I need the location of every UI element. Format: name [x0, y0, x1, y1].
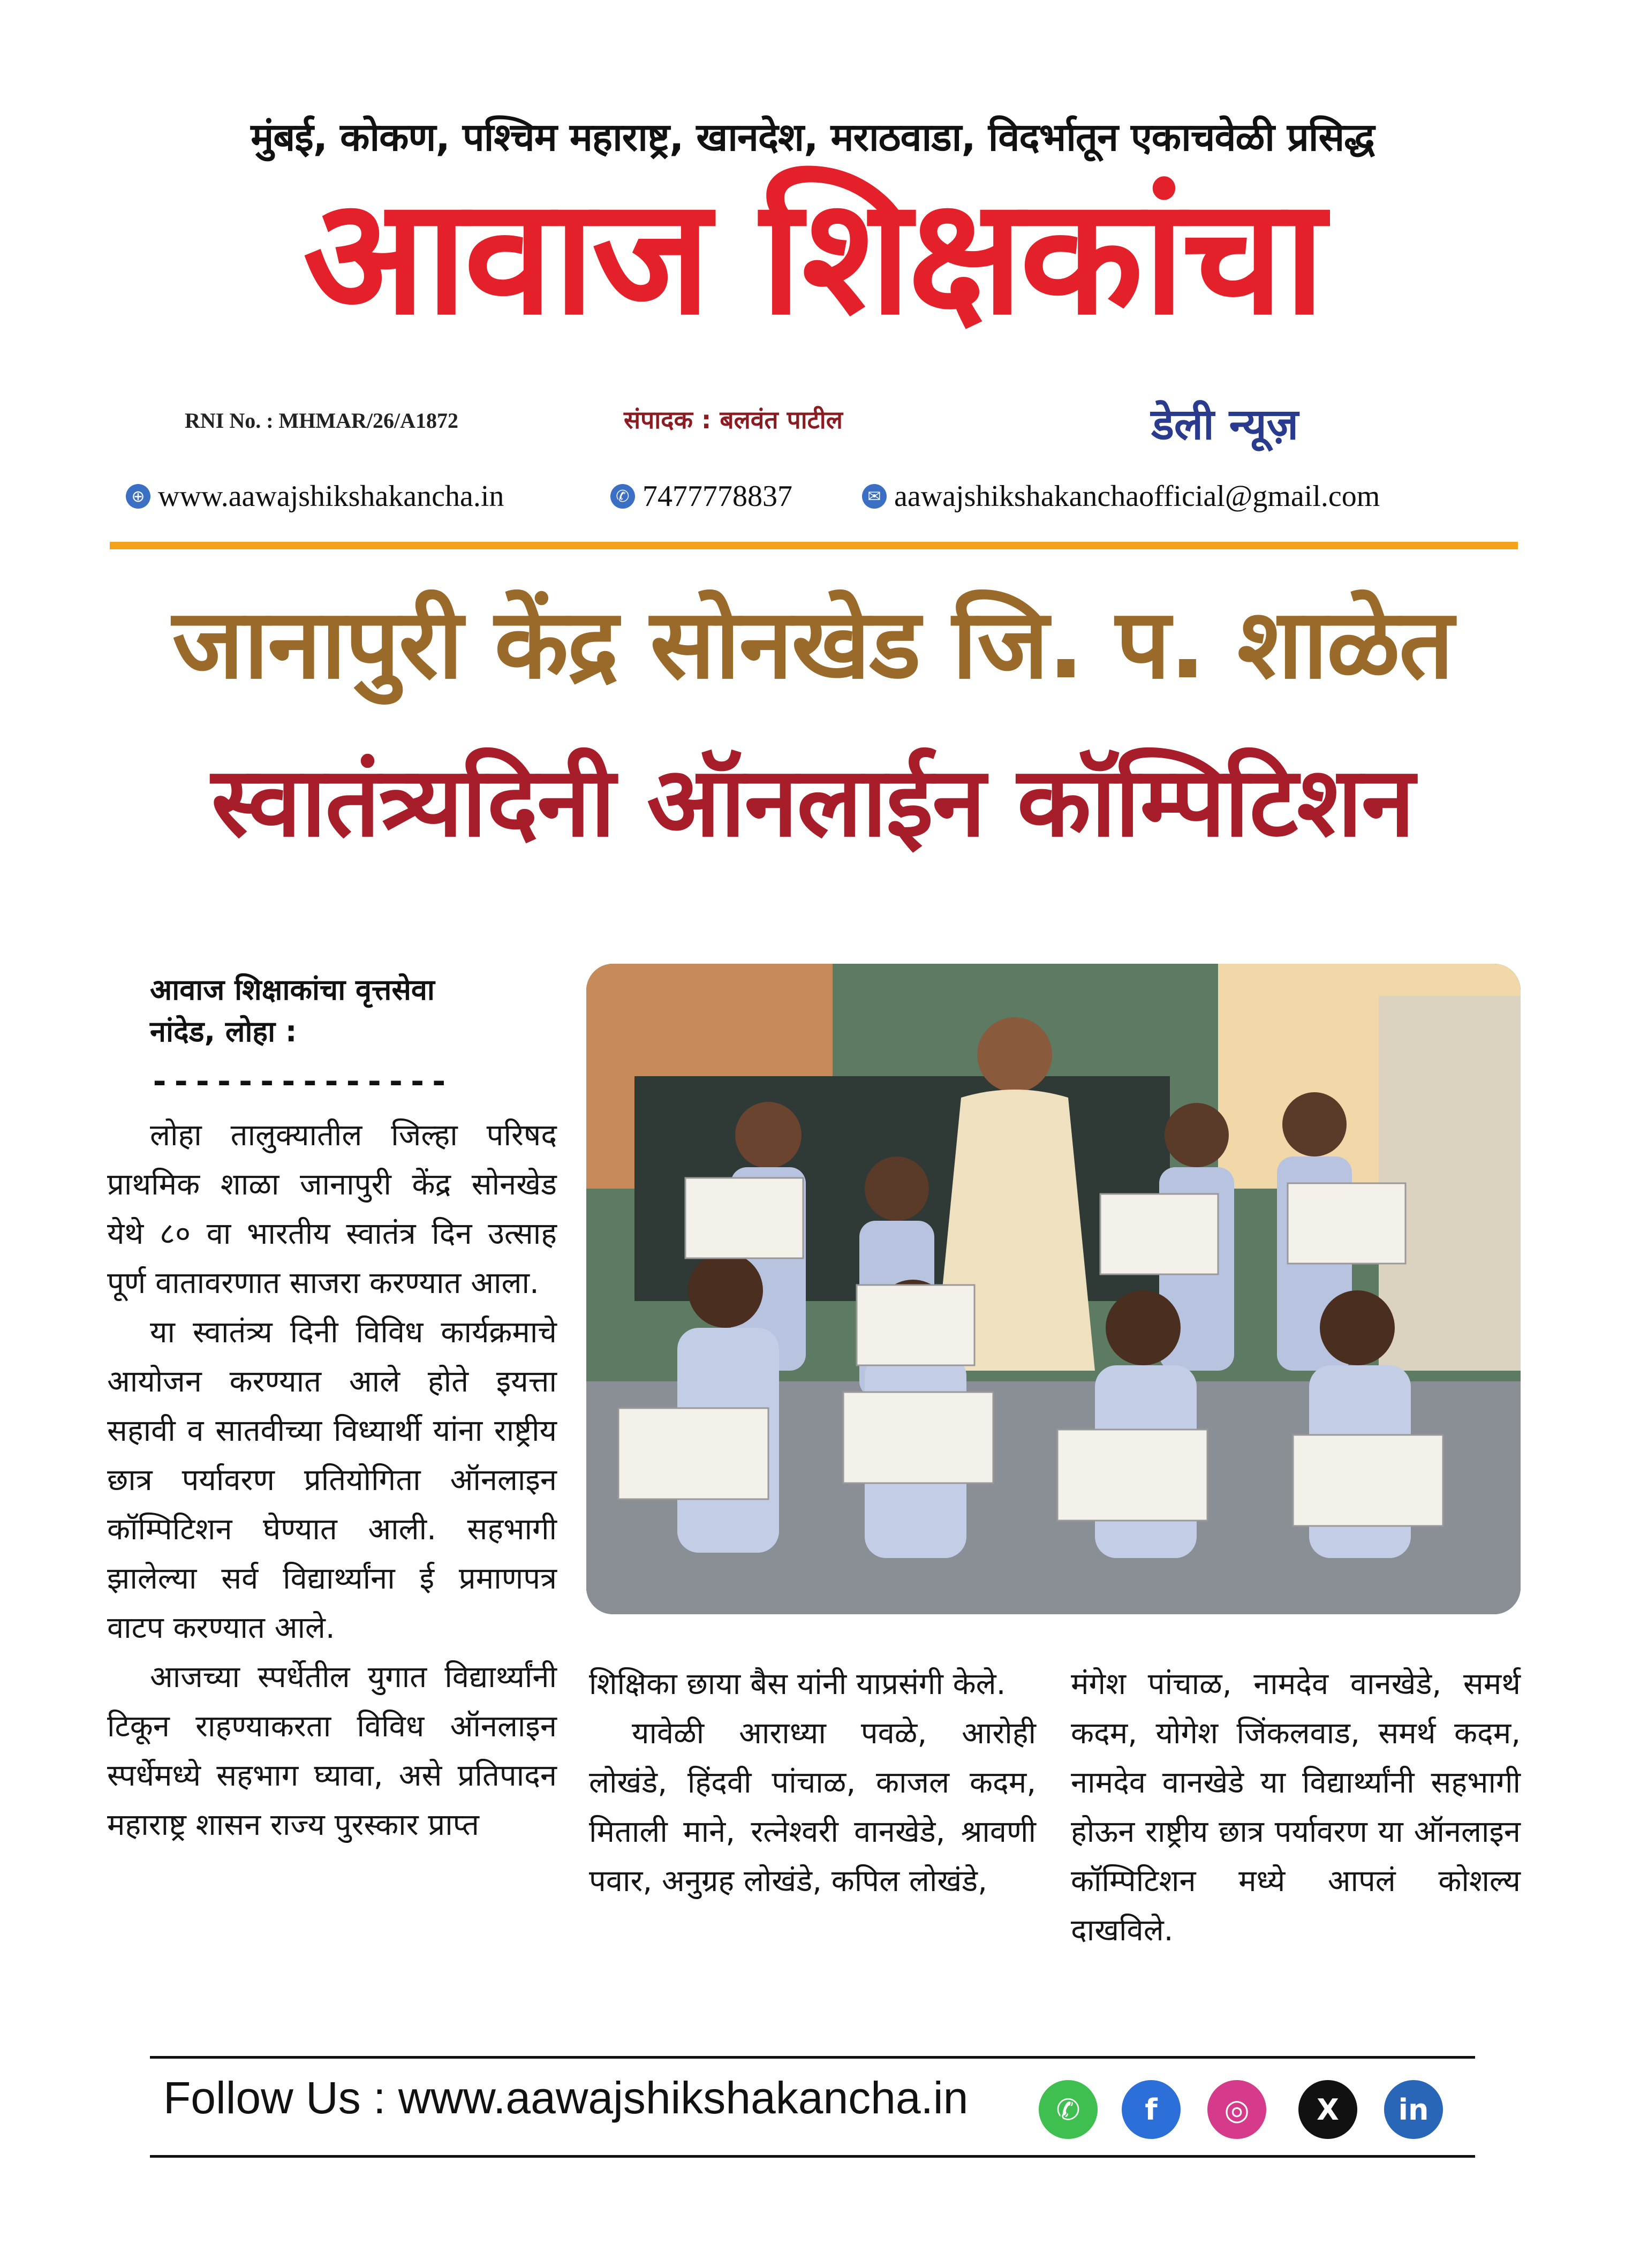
newspaper-subtitle: डेली न्यूज़: [1151, 399, 1298, 449]
paragraph: या स्वातंत्र्य दिनी विविध कार्यक्रमाचे आयोजन करण्यात आले होते इयत्ता सहावी व सातवीच्या विध्यार्थी यांना राष्ट्रीय छात्र पर्यावरण प्रतियोगिता ऑनलाइन कॉम्पिटिशन घेण्यात आली. सहभागी झालेल्या सर्व विद्यार्थ्यांना ई प्रमाणपत्र वाटप करण्यात आले.: [107, 1315, 557, 1645]
instagram-icon[interactable]: ◎: [1207, 2080, 1266, 2139]
rni-number: RNI No. : MHMAR/26/A1872: [185, 409, 459, 433]
byline-location: नांदेड, लोहा :: [150, 1015, 297, 1049]
x-icon[interactable]: X: [1298, 2080, 1357, 2139]
header-divider: [110, 542, 1518, 549]
classroom-photo-illustration: [586, 964, 1521, 1614]
newspaper-title: आवाज शिक्षकांचा: [303, 163, 1322, 350]
phone-number[interactable]: 7477778837: [643, 480, 792, 513]
phone-icon: ✆: [610, 484, 635, 509]
paragraph: यावेळी आराध्या पवळे, आरोही लोखंडे, हिंदवी पांचाळ, काजल कदम, मिताली माने, रत्नेश्वरी वानखेडे, श्रावणी पवार, अनुग्रह लोखंडे, कपिल लोखंडे,: [589, 1716, 1036, 1899]
whatsapp-icon[interactable]: ✆: [1039, 2080, 1098, 2139]
byline-rule: --------------: [150, 1063, 451, 1100]
footer-top-rule: [150, 2056, 1475, 2059]
article-column-2: [589, 1660, 1036, 1906]
paragraph: मंगेश पांचाळ, नामदेव वानखेडे, समर्थ कदम, योगेश जिंकलवाड, समर्थ कदम, नामदेव वानखेडे या विद्यार्थ्यांनी सहभागी होऊन राष्ट्रीय छात्र पर्यावरण या ऑनलाइन कॉम्पिटिशन मध्ये आपलं कोशल्य दाखविले.: [1071, 1667, 1521, 1948]
paragraph: लोहा तालुक्यातील जिल्हा परिषद प्राथमिक शाळा जानापुरी केंद्र सोनखेड येथे ८० वा भारतीय स्वातंत्र दिन उत्साह पूर्ण वातावरणात साजरा करण्यात आला.: [107, 1118, 557, 1301]
headline-line-2: स्वातंत्र्यदिनी ऑनलाईन कॉम्पिटिशन: [211, 746, 1414, 858]
headline-line-1: जानापुरी केंद्र सोनखेड जि. प. शाळेत: [172, 588, 1453, 700]
tagline: मुंबई, कोकण, पश्चिम महाराष्ट्र, खानदेश, मराठवाडा, विदर्भातून एकाचवेळी प्रसिद्ध: [251, 115, 1374, 160]
linkedin-icon[interactable]: in: [1384, 2080, 1443, 2139]
email-address[interactable]: aawajshikshakanchaofficial@gmail.com: [894, 480, 1380, 513]
editor-name: संपादक : बलवंत पाटील: [624, 405, 843, 434]
article-column-1: [107, 1111, 557, 1850]
article-column-3: [1071, 1660, 1521, 1955]
footer-bottom-rule: [150, 2155, 1475, 2158]
follow-us-text[interactable]: Follow Us : www.aawajshikshakancha.in: [163, 2073, 969, 2123]
paragraph: शिक्षिका छाया बैस यांनी याप्रसंगी केले.: [589, 1667, 1006, 1702]
facebook-icon[interactable]: f: [1122, 2080, 1181, 2139]
byline-agency: आवाज शिक्षाकांचा वृत्तसेवा: [150, 973, 435, 1007]
website-link[interactable]: www.aawajshikshakancha.in: [158, 480, 504, 513]
website-contact[interactable]: [126, 479, 504, 513]
email-contact[interactable]: [862, 479, 1380, 513]
paragraph: आजच्या स्पर्धेतील युगात विद्यार्थ्यांनी टिकून राहण्याकरता विविध ऑनलाइन स्पर्धेमध्ये सहभाग घ्यावा, असे प्रतिपादन महाराष्ट्र शासन राज्य पुरस्कार प्राप्त: [107, 1660, 557, 1842]
globe-icon: ⊕: [126, 484, 150, 509]
article-photo: [586, 964, 1521, 1614]
byline: [150, 969, 435, 1053]
phone-contact[interactable]: [610, 479, 792, 513]
email-icon: ✉: [862, 484, 887, 509]
